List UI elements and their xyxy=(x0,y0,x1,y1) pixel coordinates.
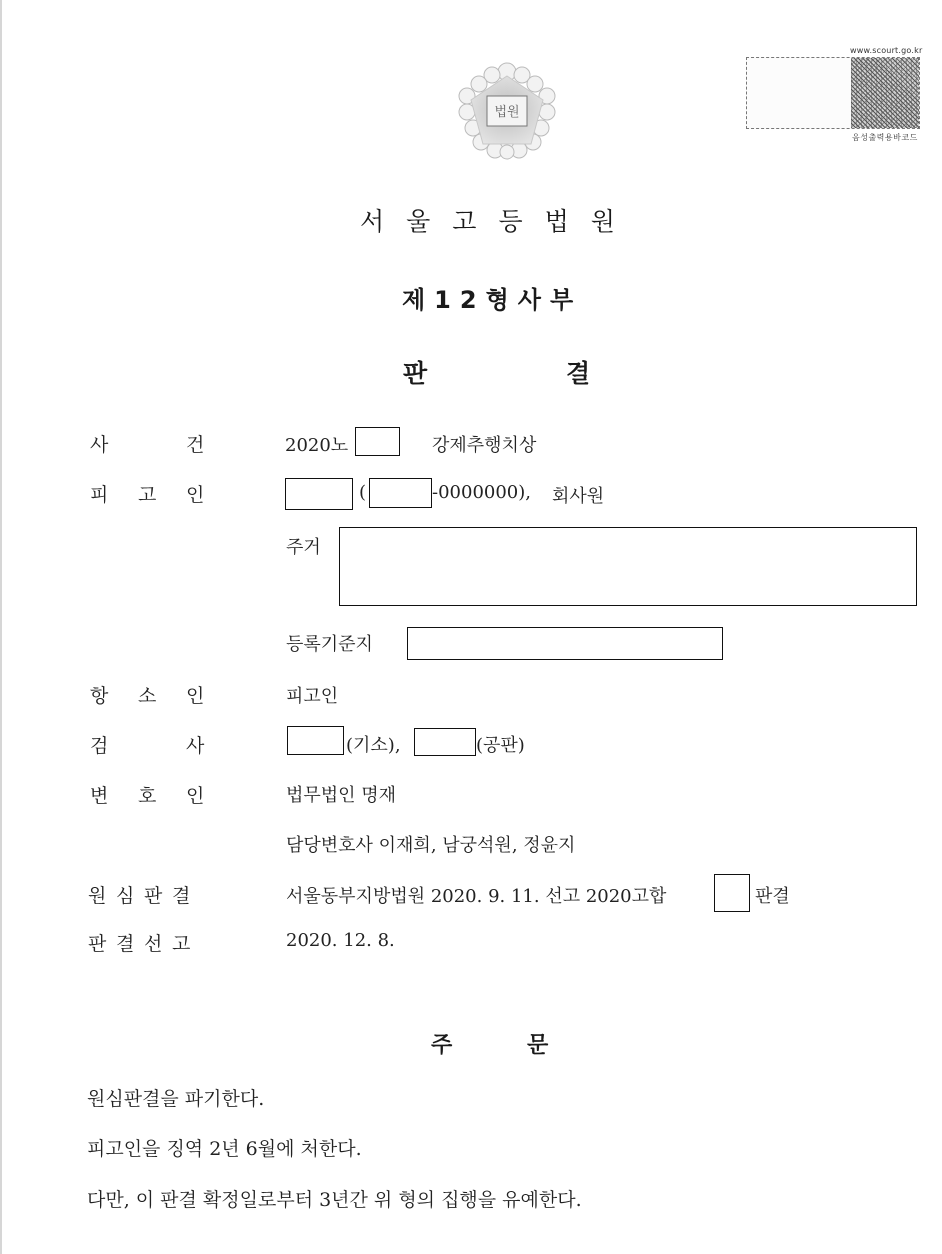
counsel-firm: 법무법인 명재 xyxy=(286,785,397,806)
defendant-occupation: 회사원 xyxy=(552,486,605,507)
redacted-case-number xyxy=(355,427,400,456)
disposition-line: 원심판결을 파기한다. xyxy=(87,1088,265,1110)
case-charge: 강제추행치상 xyxy=(432,435,537,456)
division-name: 제12형사부 xyxy=(402,286,583,314)
id-suffix: -0000000), xyxy=(432,482,531,503)
redacted-prosecutor-2 xyxy=(414,728,476,756)
svg-text:법원: 법원 xyxy=(494,105,520,120)
residence-label: 주거 xyxy=(286,537,321,558)
counsel-label-char: 변 xyxy=(90,785,109,807)
barcode-blank-area xyxy=(747,58,851,128)
disposition-title-char-1: 주 xyxy=(431,1033,453,1058)
original-judgment-suffix: 판결 xyxy=(755,886,790,907)
case-number-prefix: 2020노 xyxy=(285,435,349,456)
prosecutor-role-1: (기소), xyxy=(346,735,401,756)
sentence-date-label-char: 판 xyxy=(88,933,107,955)
court-emblem-icon xyxy=(455,62,559,160)
counsel-label-char: 인 xyxy=(186,785,205,807)
redacted-id-prefix xyxy=(369,478,432,508)
redacted-prosecutor-1 xyxy=(287,726,344,755)
sentence-date-label-char: 고 xyxy=(172,933,191,955)
counsel-label-char: 호 xyxy=(138,785,157,807)
original-judgment-label-char: 원 xyxy=(88,885,107,907)
case-label-char: 사 xyxy=(90,434,109,456)
redacted-defendant-name xyxy=(285,478,353,510)
doc-type-char-2: 결 xyxy=(566,359,591,388)
defendant-label-char: 피 xyxy=(90,484,109,506)
prosecutor-label-char: 사 xyxy=(186,735,205,757)
appellant-label-char: 소 xyxy=(138,685,157,707)
prosecutor-label-char: 검 xyxy=(90,735,109,757)
registry-label: 등록기준지 xyxy=(286,634,373,655)
original-judgment-label-char: 결 xyxy=(172,885,191,907)
court-name: 서울고등법원 xyxy=(360,207,637,236)
qr-barcode-icon xyxy=(851,58,919,128)
barcode-caption: 음성출력용바코드 xyxy=(852,133,918,142)
sentence-date-value: 2020. 12. 8. xyxy=(286,930,395,951)
appellant-label-char: 항 xyxy=(90,685,109,707)
page-edge xyxy=(0,0,2,1254)
barcode-box xyxy=(746,57,920,129)
sentence-date-label-char: 선 xyxy=(144,933,163,955)
redacted-registry xyxy=(407,627,723,660)
original-judgment-value: 서울동부지방법원 2020. 9. 11. 선고 2020고합 xyxy=(286,886,667,907)
disposition-line: 피고인을 징역 2년 6월에 처한다. xyxy=(87,1138,362,1160)
redacted-original-case-number xyxy=(714,874,750,912)
counsel-attorneys: 담당변호사 이재희, 남궁석원, 정윤지 xyxy=(286,835,576,856)
sentence-date-label-char: 결 xyxy=(116,933,135,955)
prosecutor-role-2: (공판) xyxy=(476,735,525,756)
barcode-url: www.scourt.go.kr xyxy=(850,46,923,55)
redacted-residence xyxy=(339,527,917,606)
appellant-label-char: 인 xyxy=(186,685,205,707)
doc-type-char-1: 판 xyxy=(403,359,428,388)
disposition-line: 다만, 이 판결 확정일로부터 3년간 위 형의 집행을 유예한다. xyxy=(87,1189,582,1211)
original-judgment-label-char: 판 xyxy=(144,885,163,907)
defendant-label-char: 고 xyxy=(138,484,157,506)
case-label-char: 건 xyxy=(186,434,205,456)
open-paren: ( xyxy=(359,482,367,503)
disposition-title-char-2: 문 xyxy=(527,1033,549,1058)
defendant-label-char: 인 xyxy=(186,484,205,506)
original-judgment-label-char: 심 xyxy=(116,885,135,907)
appellant-value: 피고인 xyxy=(286,686,339,707)
